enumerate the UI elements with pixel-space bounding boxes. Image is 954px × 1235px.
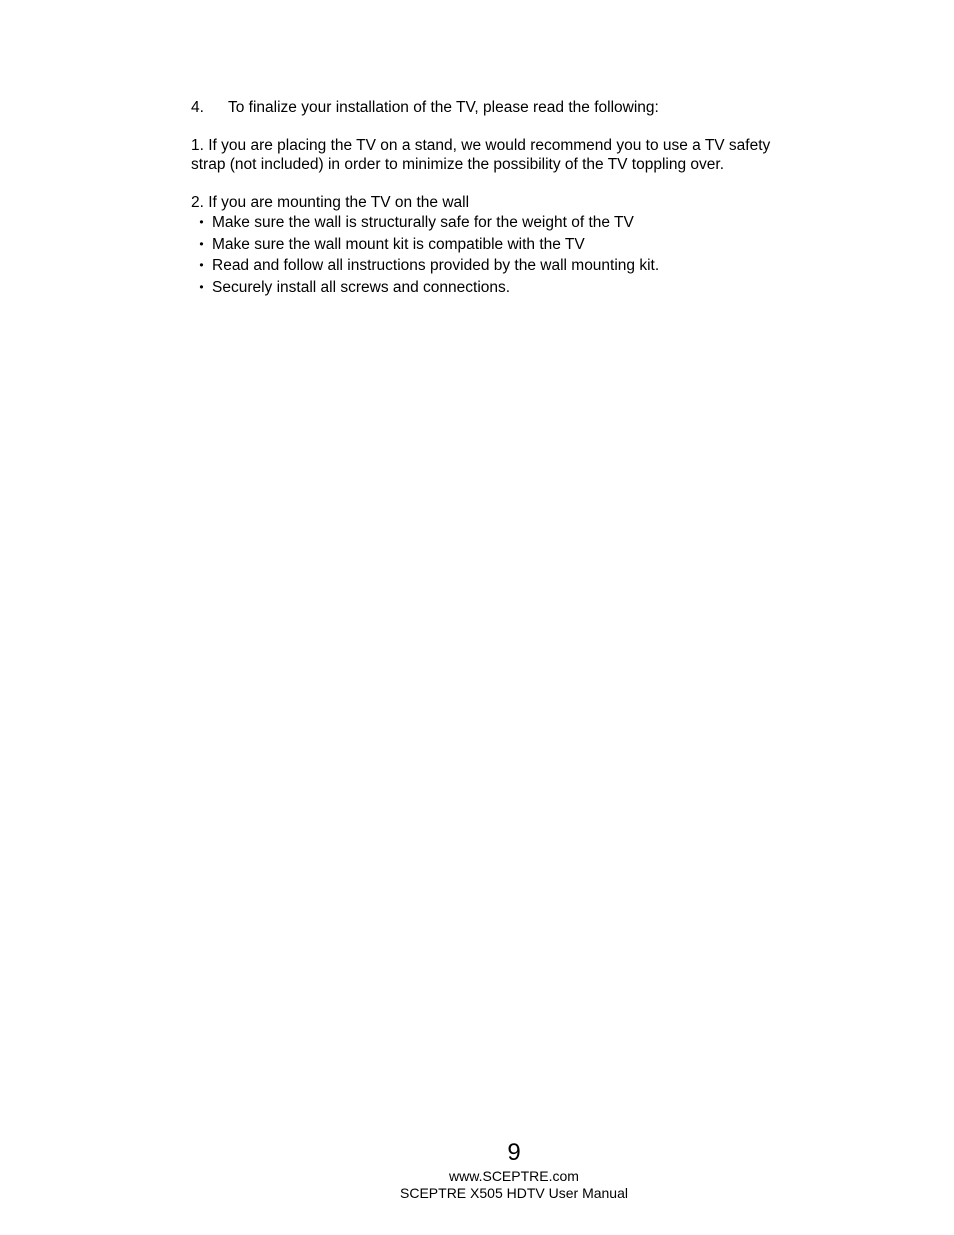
list-item-text: Make sure the wall mount kit is compatible with the TV [212, 235, 585, 253]
list-item [191, 234, 831, 256]
paragraph-stand-line-2: strap (not included) in order to minimize the possibility of the TV toppling over. [191, 156, 725, 173]
list-item-text: Securely install all screws and connections. [212, 278, 511, 296]
footer-website: www.SCEPTRE.com [449, 1168, 579, 1184]
step-4 [191, 98, 831, 118]
list-item [191, 277, 831, 299]
bullet-icon: • [199, 236, 204, 251]
paragraph-stand-line-1: 1. If you are placing the TV on a stand, we would recommend you to use a TV safety [191, 136, 771, 154]
paragraph-wall [191, 193, 831, 299]
paragraph-stand [191, 136, 831, 175]
page-content [191, 98, 831, 298]
bullet-icon: • [199, 215, 204, 229]
list-item [191, 212, 831, 234]
list-item-text: Make sure the wall is structurally safe for the weight of the TV [212, 214, 634, 231]
list-item [191, 255, 831, 277]
bullet-icon: • [199, 258, 204, 272]
page-footer [0, 1138, 954, 1202]
bullet-icon: • [199, 279, 204, 294]
wall-mount-bullet-list [191, 212, 831, 298]
list-item-text: Read and follow all instructions provided by the wall mounting kit. [212, 257, 660, 274]
footer-manual-title: SCEPTRE X505 HDTV User Manual [400, 1185, 628, 1201]
step-text: To finalize your installation of the TV, please read the following: [228, 99, 659, 116]
paragraph-wall-heading: 2. If you are mounting the TV on the wall [191, 193, 470, 211]
step-number: 4. [191, 99, 204, 116]
page-number: 9 [507, 1139, 521, 1166]
